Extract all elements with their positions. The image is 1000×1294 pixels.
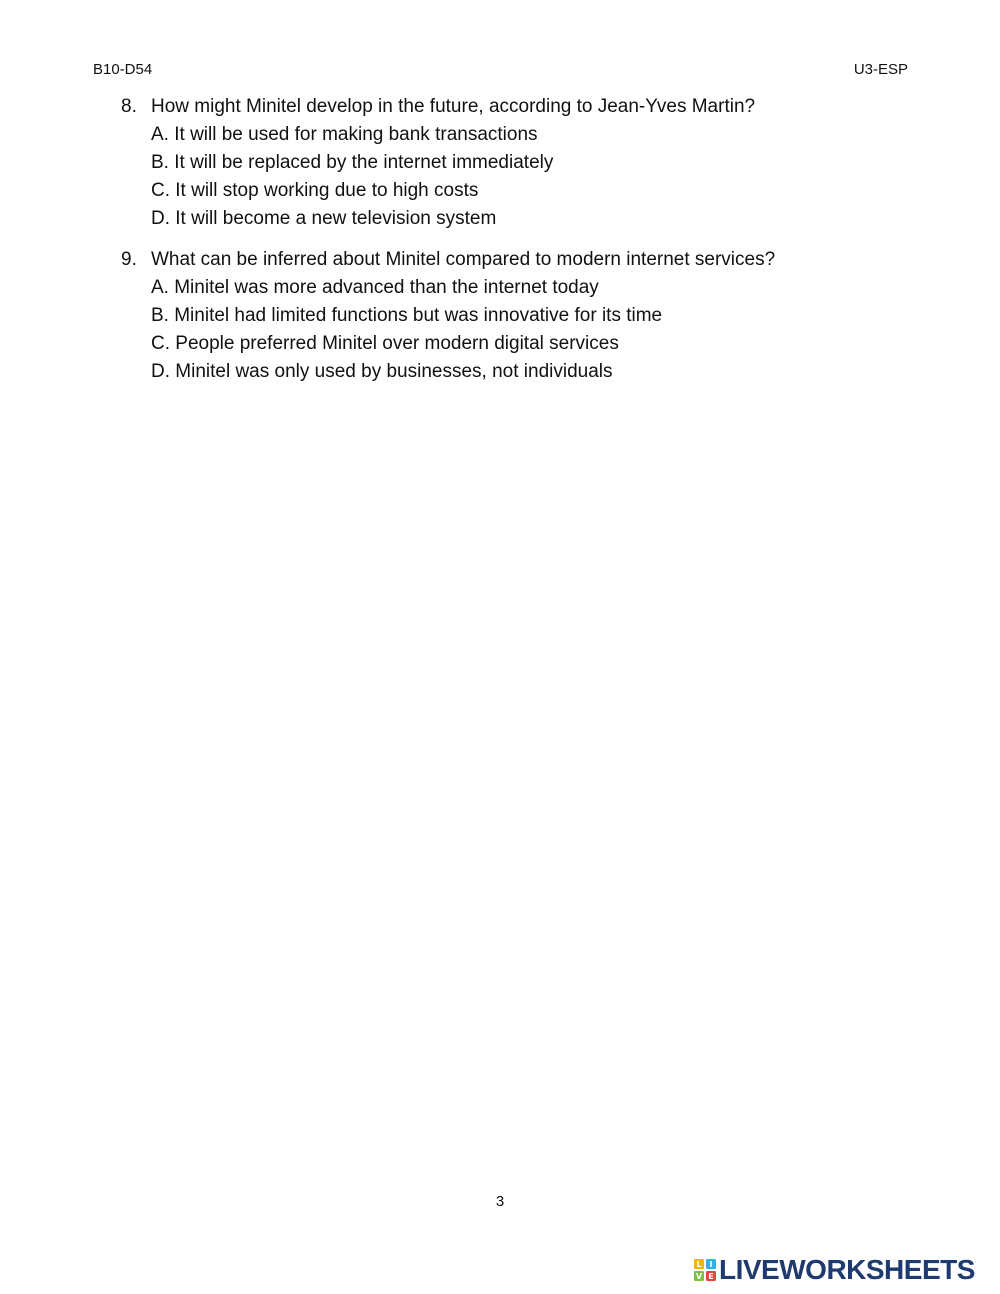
liveworksheets-icon <box>693 1258 717 1282</box>
svg-text:E: E <box>708 1272 714 1282</box>
question-number: 9. <box>121 249 137 270</box>
svg-text:I: I <box>709 1260 713 1270</box>
liveworksheets-logo[interactable] <box>693 1255 975 1285</box>
question-8 <box>121 93 921 233</box>
answer-option-b[interactable]: B. Minitel had limited functions but was innovative for its time <box>151 305 663 326</box>
svg-text:V: V <box>695 1272 703 1282</box>
question-text: How might Minitel develop in the future, according to Jean-Yves Martin? <box>151 96 756 117</box>
answer-option-b[interactable]: B. It will be replaced by the internet immediately <box>151 152 554 173</box>
header-code-left: B10-D54 <box>93 61 153 78</box>
answer-option-a[interactable]: A. It will be used for making bank transactions <box>151 124 538 145</box>
question-number: 8. <box>121 96 137 117</box>
answer-option-c[interactable]: C. People preferred Minitel over modern digital services <box>151 333 619 354</box>
header-code-right: U3-ESP <box>853 61 908 78</box>
brand-name: LIVEWORKSHEETS <box>719 1254 975 1285</box>
svg-text:L: L <box>696 1260 702 1270</box>
answer-option-c[interactable]: C. It will stop working due to high costs <box>151 180 479 201</box>
question-text: What can be inferred about Minitel compared to modern internet services? <box>151 249 776 270</box>
answer-options <box>151 121 921 233</box>
answer-option-d[interactable]: D. Minitel was only used by businesses, not individuals <box>151 361 613 382</box>
question-9 <box>121 246 921 386</box>
question-prompt <box>121 93 921 121</box>
answer-options <box>151 274 921 386</box>
answer-option-d[interactable]: D. It will become a new television system <box>151 208 497 229</box>
answer-option-a[interactable]: A. Minitel was more advanced than the internet today <box>151 277 599 298</box>
page-number: 3 <box>495 1193 505 1210</box>
question-prompt <box>121 246 921 274</box>
